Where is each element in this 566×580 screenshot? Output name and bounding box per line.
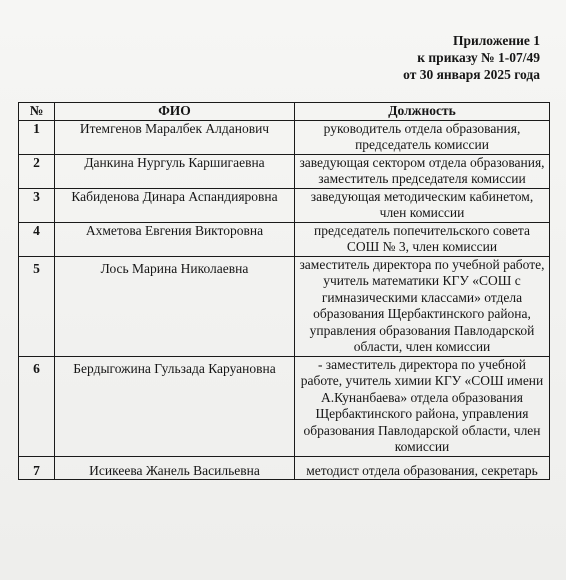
row-number: 3 xyxy=(19,188,55,222)
table-row xyxy=(19,256,550,356)
table-row xyxy=(19,154,550,188)
member-position: - заместитель директора по учебной работе, учитель химии КГУ «СОШ имени А.Кунанбаева» отдела образования Щербактинского района, управления образования Павлодарской области, член комиссии xyxy=(295,356,550,456)
row-number: 7 xyxy=(19,456,55,480)
member-name: Исикеева Жанель Васильевна xyxy=(55,456,295,480)
table-row xyxy=(19,188,550,222)
member-position: заведующая сектором отдела образования, заместитель председателя комиссии xyxy=(295,154,550,188)
column-header-position: Должность xyxy=(295,103,550,121)
member-position: заместитель директора по учебной работе, учитель математики КГУ «СОШ с гимназическими классами» отдела образования Щербактинского района, управления образования Павлодарской области, член комиссии xyxy=(295,256,550,356)
member-name: Данкина Нургуль Каршигаевна xyxy=(55,154,295,188)
appendix-title: Приложение 1 xyxy=(452,33,540,48)
member-position: председатель попечительского совета СОШ № 3, член комиссии xyxy=(295,222,550,256)
member-position: заведующая методическим кабинетом, член комиссии xyxy=(295,188,550,222)
table-row xyxy=(19,356,550,456)
member-name: Кабиденова Динара Аспандияровна xyxy=(55,188,295,222)
commission-table xyxy=(18,102,550,480)
member-position: методист отдела образования, секретарь xyxy=(295,456,550,480)
order-number: к приказу № 1-07/49 xyxy=(417,50,540,65)
row-number: 4 xyxy=(19,222,55,256)
member-position: руководитель отдела образования, председатель комиссии xyxy=(295,120,550,154)
row-number: 6 xyxy=(19,356,55,456)
table-header-row xyxy=(19,103,550,121)
row-number: 5 xyxy=(19,256,55,356)
column-header-number: № xyxy=(19,103,55,121)
row-number: 1 xyxy=(19,120,55,154)
row-number: 2 xyxy=(19,154,55,188)
table-row xyxy=(19,120,550,154)
column-header-fio: ФИО xyxy=(55,103,295,121)
appendix-header xyxy=(403,32,540,83)
order-date: от 30 января 2025 года xyxy=(403,67,540,82)
table-row xyxy=(19,222,550,256)
member-name: Ахметова Евгения Викторовна xyxy=(55,222,295,256)
member-name: Бердыгожина Гульзада Каруановна xyxy=(55,356,295,456)
member-name: Итемгенов Маралбек Алданович xyxy=(55,120,295,154)
member-name: Лось Марина Николаевна xyxy=(55,256,295,356)
table-row xyxy=(19,456,550,480)
